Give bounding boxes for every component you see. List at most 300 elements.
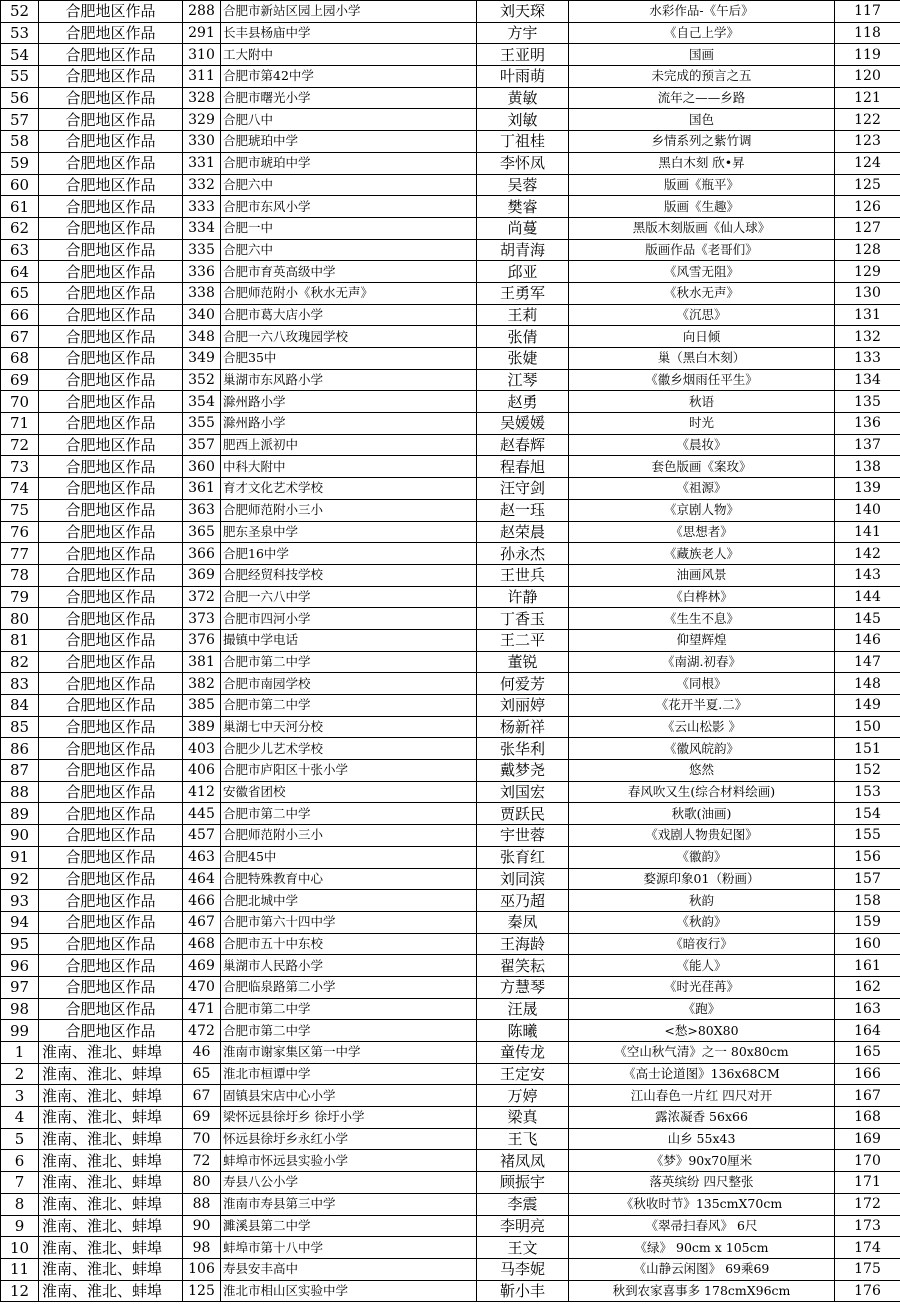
cell-work-title: 版画《生趣》 xyxy=(569,196,835,218)
cell-seq-no: 55 xyxy=(1,66,39,88)
cell-entry-id: 382 xyxy=(183,673,221,695)
cell-work-title: 《秋收时节》135cmX70cm xyxy=(569,1193,835,1215)
cell-school: 合肥六中 xyxy=(221,239,477,261)
cell-number: 126 xyxy=(835,196,900,218)
cell-author: 靳小丰 xyxy=(477,1280,569,1302)
cell-school: 合肥市第二中学 xyxy=(221,651,477,673)
cell-school: 合肥市庐阳区十张小学 xyxy=(221,760,477,782)
table-row xyxy=(1,1280,900,1302)
table-row xyxy=(1,629,900,651)
cell-number: 165 xyxy=(835,1042,900,1064)
cell-school: 工大附中 xyxy=(221,44,477,66)
cell-seq-no: 89 xyxy=(1,803,39,825)
cell-school: 合肥一六八玫瑰园学校 xyxy=(221,326,477,348)
cell-number: 157 xyxy=(835,868,900,890)
cell-school: 濉溪县第二中学 xyxy=(221,1215,477,1237)
cell-work-title: 巢（黑白木刻） xyxy=(569,348,835,370)
cell-school: 合肥北城中学 xyxy=(221,890,477,912)
cell-number: 139 xyxy=(835,478,900,500)
table-row xyxy=(1,174,900,196)
cell-number: 160 xyxy=(835,933,900,955)
table-row xyxy=(1,44,900,66)
cell-region: 合肥地区作品 xyxy=(39,1020,183,1042)
cell-entry-id: 338 xyxy=(183,282,221,304)
cell-seq-no: 56 xyxy=(1,87,39,109)
cell-work-title: 落英缤纷 四尺整张 xyxy=(569,1172,835,1194)
cell-number: 170 xyxy=(835,1150,900,1172)
cell-author: 秦凤 xyxy=(477,911,569,933)
cell-region: 合肥地区作品 xyxy=(39,933,183,955)
cell-school: 蚌埠市第十八中学 xyxy=(221,1237,477,1259)
table-row xyxy=(1,22,900,44)
cell-school: 合肥市第二中学 xyxy=(221,803,477,825)
cell-number: 134 xyxy=(835,369,900,391)
cell-region: 合肥地区作品 xyxy=(39,868,183,890)
cell-work-title: 春风吹又生(综合材料绘画) xyxy=(569,781,835,803)
cell-seq-no: 72 xyxy=(1,434,39,456)
cell-number: 156 xyxy=(835,846,900,868)
cell-seq-no: 63 xyxy=(1,239,39,261)
cell-work-title: 《生生不息》 xyxy=(569,608,835,630)
cell-region: 合肥地区作品 xyxy=(39,152,183,174)
cell-work-title: 婺源印象01（粉画） xyxy=(569,868,835,890)
table-row xyxy=(1,781,900,803)
cell-seq-no: 78 xyxy=(1,564,39,586)
table-row xyxy=(1,326,900,348)
cell-school: 合肥一六八中学 xyxy=(221,586,477,608)
cell-work-title: 未完成的预言之五 xyxy=(569,66,835,88)
table-row xyxy=(1,1215,900,1237)
cell-region: 合肥地区作品 xyxy=(39,44,183,66)
cell-school: 合肥市曙光小学 xyxy=(221,87,477,109)
cell-entry-id: 354 xyxy=(183,391,221,413)
cell-author: 童传龙 xyxy=(477,1042,569,1064)
table-row xyxy=(1,1150,900,1172)
cell-number: 121 xyxy=(835,87,900,109)
cell-work-title: 黑白木刻 欣•昇 xyxy=(569,152,835,174)
cell-number: 155 xyxy=(835,825,900,847)
cell-school: 合肥经贸科技学校 xyxy=(221,564,477,586)
cell-entry-id: 72 xyxy=(183,1150,221,1172)
cell-region: 合肥地区作品 xyxy=(39,998,183,1020)
cell-school: 淮南市寿县第三中学 xyxy=(221,1193,477,1215)
cell-seq-no: 2 xyxy=(1,1063,39,1085)
cell-entry-id: 98 xyxy=(183,1237,221,1259)
table-row xyxy=(1,304,900,326)
cell-school: 蚌埠市怀远县实验小学 xyxy=(221,1150,477,1172)
table-row xyxy=(1,1258,900,1280)
cell-number: 147 xyxy=(835,651,900,673)
cell-entry-id: 352 xyxy=(183,369,221,391)
cell-region: 淮南、淮北、蚌埠 xyxy=(39,1258,183,1280)
cell-seq-no: 95 xyxy=(1,933,39,955)
table-row xyxy=(1,543,900,565)
cell-school: 合肥市第二中学 xyxy=(221,695,477,717)
cell-author: 赵勇 xyxy=(477,391,569,413)
cell-entry-id: 403 xyxy=(183,738,221,760)
cell-work-title: 《花开半夏.二》 xyxy=(569,695,835,717)
cell-school: 合肥16中学 xyxy=(221,543,477,565)
cell-region: 淮南、淮北、蚌埠 xyxy=(39,1280,183,1302)
cell-work-title: 《自己上学》 xyxy=(569,22,835,44)
table-row xyxy=(1,651,900,673)
cell-school: 合肥师范附小三小 xyxy=(221,499,477,521)
cell-work-title: 《白桦林》 xyxy=(569,586,835,608)
cell-number: 120 xyxy=(835,66,900,88)
cell-author: 张倩 xyxy=(477,326,569,348)
cell-author: 董锐 xyxy=(477,651,569,673)
cell-author: 李明亮 xyxy=(477,1215,569,1237)
cell-author: 张育红 xyxy=(477,846,569,868)
cell-seq-no: 52 xyxy=(1,1,39,23)
cell-entry-id: 348 xyxy=(183,326,221,348)
cell-entry-id: 470 xyxy=(183,976,221,998)
cell-seq-no: 87 xyxy=(1,760,39,782)
cell-author: 刘国宏 xyxy=(477,781,569,803)
cell-work-title: 《祖源》 xyxy=(569,478,835,500)
cell-work-title: 《山静云闲图》 69乘69 xyxy=(569,1258,835,1280)
cell-number: 159 xyxy=(835,911,900,933)
cell-seq-no: 61 xyxy=(1,196,39,218)
cell-entry-id: 331 xyxy=(183,152,221,174)
cell-seq-no: 5 xyxy=(1,1128,39,1150)
table-row xyxy=(1,434,900,456)
cell-seq-no: 62 xyxy=(1,217,39,239)
cell-region: 合肥地区作品 xyxy=(39,326,183,348)
cell-author: 汪守剑 xyxy=(477,478,569,500)
cell-work-title: 时光 xyxy=(569,413,835,435)
cell-region: 淮南、淮北、蚌埠 xyxy=(39,1128,183,1150)
table-row xyxy=(1,803,900,825)
cell-entry-id: 69 xyxy=(183,1107,221,1129)
cell-number: 164 xyxy=(835,1020,900,1042)
cell-region: 合肥地区作品 xyxy=(39,1,183,23)
cell-work-title: 秋歌(油画) xyxy=(569,803,835,825)
cell-region: 合肥地区作品 xyxy=(39,608,183,630)
cell-author: 程春旭 xyxy=(477,456,569,478)
cell-region: 合肥地区作品 xyxy=(39,434,183,456)
cell-work-title: 《时光荏苒》 xyxy=(569,976,835,998)
cell-author: 王亚明 xyxy=(477,44,569,66)
cell-school: 巢湖市东风路小学 xyxy=(221,369,477,391)
cell-work-title: 《跑》 xyxy=(569,998,835,1020)
cell-number: 144 xyxy=(835,586,900,608)
cell-school: 巢湖市人民路小学 xyxy=(221,955,477,977)
cell-seq-no: 11 xyxy=(1,1258,39,1280)
cell-work-title: 套色版画《案玫》 xyxy=(569,456,835,478)
cell-seq-no: 98 xyxy=(1,998,39,1020)
cell-school: 合肥八中 xyxy=(221,109,477,131)
cell-number: 140 xyxy=(835,499,900,521)
cell-school: 合肥市第六十四中学 xyxy=(221,911,477,933)
cell-number: 136 xyxy=(835,413,900,435)
cell-work-title: 版画作品《老哥们》 xyxy=(569,239,835,261)
cell-school: 安徽省团校 xyxy=(221,781,477,803)
cell-entry-id: 80 xyxy=(183,1172,221,1194)
cell-seq-no: 88 xyxy=(1,781,39,803)
table-row xyxy=(1,976,900,998)
cell-school: 合肥市琥珀中学 xyxy=(221,152,477,174)
cell-work-title: 流年之——乡路 xyxy=(569,87,835,109)
table-row xyxy=(1,998,900,1020)
cell-entry-id: 330 xyxy=(183,131,221,153)
cell-seq-no: 58 xyxy=(1,131,39,153)
cell-region: 合肥地区作品 xyxy=(39,282,183,304)
cell-author: 刘天琛 xyxy=(477,1,569,23)
cell-seq-no: 71 xyxy=(1,413,39,435)
cell-number: 132 xyxy=(835,326,900,348)
cell-work-title: 秋语 xyxy=(569,391,835,413)
cell-work-title: 《空山秋气清》之一 80x80cm xyxy=(569,1042,835,1064)
cell-work-title: 《秋水无声》 xyxy=(569,282,835,304)
cell-work-title: 《晨妆》 xyxy=(569,434,835,456)
cell-author: 顾振宇 xyxy=(477,1172,569,1194)
cell-author: 樊睿 xyxy=(477,196,569,218)
cell-seq-no: 70 xyxy=(1,391,39,413)
cell-number: 150 xyxy=(835,716,900,738)
cell-seq-no: 80 xyxy=(1,608,39,630)
cell-seq-no: 1 xyxy=(1,1042,39,1064)
cell-seq-no: 79 xyxy=(1,586,39,608)
cell-author: 张华利 xyxy=(477,738,569,760)
cell-author: 李震 xyxy=(477,1193,569,1215)
cell-work-title: 向日倾 xyxy=(569,326,835,348)
cell-entry-id: 291 xyxy=(183,22,221,44)
cell-entry-id: 472 xyxy=(183,1020,221,1042)
cell-entry-id: 90 xyxy=(183,1215,221,1237)
cell-work-title: 《南湖.初春》 xyxy=(569,651,835,673)
cell-entry-id: 360 xyxy=(183,456,221,478)
cell-entry-id: 365 xyxy=(183,521,221,543)
cell-region: 合肥地区作品 xyxy=(39,478,183,500)
cell-school: 淮南市谢家集区第一中学 xyxy=(221,1042,477,1064)
cell-entry-id: 46 xyxy=(183,1042,221,1064)
cell-work-title: 国画 xyxy=(569,44,835,66)
table-row xyxy=(1,586,900,608)
cell-entry-id: 349 xyxy=(183,348,221,370)
cell-author: 陈曦 xyxy=(477,1020,569,1042)
cell-number: 143 xyxy=(835,564,900,586)
cell-author: 梁真 xyxy=(477,1107,569,1129)
cell-region: 合肥地区作品 xyxy=(39,174,183,196)
cell-entry-id: 412 xyxy=(183,781,221,803)
cell-author: 刘丽婷 xyxy=(477,695,569,717)
cell-region: 合肥地区作品 xyxy=(39,66,183,88)
cell-region: 淮南、淮北、蚌埠 xyxy=(39,1150,183,1172)
cell-seq-no: 54 xyxy=(1,44,39,66)
cell-seq-no: 76 xyxy=(1,521,39,543)
cell-work-title: 《同根》 xyxy=(569,673,835,695)
cell-author: 贾跃民 xyxy=(477,803,569,825)
cell-seq-no: 91 xyxy=(1,846,39,868)
cell-number: 176 xyxy=(835,1280,900,1302)
cell-author: 汪晟 xyxy=(477,998,569,1020)
cell-school: 梁怀远县徐圩乡 徐圩小学 xyxy=(221,1107,477,1129)
cell-entry-id: 288 xyxy=(183,1,221,23)
cell-author: 赵荣晨 xyxy=(477,521,569,543)
cell-school: 寿县安丰高中 xyxy=(221,1258,477,1280)
cell-seq-no: 59 xyxy=(1,152,39,174)
cell-school: 巢湖七中天河分校 xyxy=(221,716,477,738)
cell-seq-no: 57 xyxy=(1,109,39,131)
cell-entry-id: 311 xyxy=(183,66,221,88)
table-row xyxy=(1,1193,900,1215)
cell-school: 合肥市第二中学 xyxy=(221,998,477,1020)
cell-entry-id: 466 xyxy=(183,890,221,912)
cell-work-title: 《思想者》 xyxy=(569,521,835,543)
table-row xyxy=(1,1107,900,1129)
cell-author: 王定安 xyxy=(477,1063,569,1085)
cell-author: 王飞 xyxy=(477,1128,569,1150)
cell-author: 叶雨萌 xyxy=(477,66,569,88)
cell-seq-no: 73 xyxy=(1,456,39,478)
cell-number: 117 xyxy=(835,1,900,23)
cell-entry-id: 389 xyxy=(183,716,221,738)
cell-number: 171 xyxy=(835,1172,900,1194)
cell-author: 万婷 xyxy=(477,1085,569,1107)
cell-author: 邱亚 xyxy=(477,261,569,283)
table-row xyxy=(1,196,900,218)
cell-number: 135 xyxy=(835,391,900,413)
table-row xyxy=(1,239,900,261)
cell-region: 合肥地区作品 xyxy=(39,629,183,651)
cell-author: 宇世蓉 xyxy=(477,825,569,847)
cell-work-title: 《戏剧人物贵妃图》 xyxy=(569,825,835,847)
cell-seq-no: 84 xyxy=(1,695,39,717)
cell-author: 巫乃超 xyxy=(477,890,569,912)
cell-school: 合肥市育英高级中学 xyxy=(221,261,477,283)
cell-region: 合肥地区作品 xyxy=(39,760,183,782)
cell-number: 167 xyxy=(835,1085,900,1107)
cell-region: 合肥地区作品 xyxy=(39,87,183,109)
cell-seq-no: 99 xyxy=(1,1020,39,1042)
cell-region: 合肥地区作品 xyxy=(39,695,183,717)
cell-number: 127 xyxy=(835,217,900,239)
table-row xyxy=(1,1128,900,1150)
cell-school: 育才文化艺术学校 xyxy=(221,478,477,500)
cell-entry-id: 406 xyxy=(183,760,221,782)
table-row xyxy=(1,1042,900,1064)
cell-author: 王二平 xyxy=(477,629,569,651)
cell-seq-no: 68 xyxy=(1,348,39,370)
cell-school: 合肥45中 xyxy=(221,846,477,868)
cell-seq-no: 4 xyxy=(1,1107,39,1129)
cell-work-title: 《能人》 xyxy=(569,955,835,977)
cell-entry-id: 369 xyxy=(183,564,221,586)
cell-work-title: 油画风景 xyxy=(569,564,835,586)
cell-number: 162 xyxy=(835,976,900,998)
cell-number: 175 xyxy=(835,1258,900,1280)
cell-entry-id: 310 xyxy=(183,44,221,66)
cell-entry-id: 355 xyxy=(183,413,221,435)
cell-school: 合肥市南园学校 xyxy=(221,673,477,695)
cell-work-title: 《京剧人物》 xyxy=(569,499,835,521)
cell-region: 合肥地区作品 xyxy=(39,651,183,673)
cell-seq-no: 60 xyxy=(1,174,39,196)
cell-author: 王莉 xyxy=(477,304,569,326)
table-row xyxy=(1,131,900,153)
cell-work-title: 露浓凝香 56x66 xyxy=(569,1107,835,1129)
cell-region: 合肥地区作品 xyxy=(39,109,183,131)
table-row xyxy=(1,760,900,782)
table-row xyxy=(1,716,900,738)
cell-school: 合肥35中 xyxy=(221,348,477,370)
cell-school: 合肥师范附小《秋水无声》 xyxy=(221,282,477,304)
cell-region: 合肥地区作品 xyxy=(39,521,183,543)
cell-school: 怀远县徐圩乡永红小学 xyxy=(221,1128,477,1150)
cell-work-title: 仰望辉煌 xyxy=(569,629,835,651)
cell-number: 153 xyxy=(835,781,900,803)
cell-author: 戴梦尧 xyxy=(477,760,569,782)
cell-work-title: 山乡 55x43 xyxy=(569,1128,835,1150)
cell-number: 146 xyxy=(835,629,900,651)
cell-number: 128 xyxy=(835,239,900,261)
cell-school: 合肥市第二中学 xyxy=(221,1020,477,1042)
cell-author: 刘同滨 xyxy=(477,868,569,890)
cell-region: 合肥地区作品 xyxy=(39,391,183,413)
cell-entry-id: 336 xyxy=(183,261,221,283)
cell-number: 152 xyxy=(835,760,900,782)
cell-work-title: 秋到农家喜事多 178cmX96cm xyxy=(569,1280,835,1302)
cell-work-title: 秋韵 xyxy=(569,890,835,912)
cell-seq-no: 97 xyxy=(1,976,39,998)
cell-entry-id: 361 xyxy=(183,478,221,500)
cell-school: 合肥市四河小学 xyxy=(221,608,477,630)
cell-work-title: 版画《瓶平》 xyxy=(569,174,835,196)
cell-number: 172 xyxy=(835,1193,900,1215)
cell-author: 胡青海 xyxy=(477,239,569,261)
cell-seq-no: 90 xyxy=(1,825,39,847)
cell-region: 合肥地区作品 xyxy=(39,781,183,803)
table-row xyxy=(1,456,900,478)
table-row xyxy=(1,348,900,370)
cell-region: 合肥地区作品 xyxy=(39,586,183,608)
cell-number: 173 xyxy=(835,1215,900,1237)
cell-seq-no: 82 xyxy=(1,651,39,673)
cell-entry-id: 469 xyxy=(183,955,221,977)
cell-seq-no: 10 xyxy=(1,1237,39,1259)
table-row xyxy=(1,955,900,977)
cell-author: 吴媛媛 xyxy=(477,413,569,435)
table-row xyxy=(1,261,900,283)
table-row xyxy=(1,391,900,413)
cell-number: 124 xyxy=(835,152,900,174)
table-row xyxy=(1,695,900,717)
cell-number: 161 xyxy=(835,955,900,977)
cell-entry-id: 468 xyxy=(183,933,221,955)
cell-number: 141 xyxy=(835,521,900,543)
table-row xyxy=(1,1063,900,1085)
cell-entry-id: 332 xyxy=(183,174,221,196)
cell-region: 淮南、淮北、蚌埠 xyxy=(39,1237,183,1259)
cell-number: 137 xyxy=(835,434,900,456)
cell-number: 125 xyxy=(835,174,900,196)
cell-school: 肥东圣泉中学 xyxy=(221,521,477,543)
cell-entry-id: 70 xyxy=(183,1128,221,1150)
cell-number: 148 xyxy=(835,673,900,695)
cell-seq-no: 94 xyxy=(1,911,39,933)
cell-author: 张婕 xyxy=(477,348,569,370)
cell-number: 131 xyxy=(835,304,900,326)
cell-author: 方慧琴 xyxy=(477,976,569,998)
cell-number: 169 xyxy=(835,1128,900,1150)
cell-number: 142 xyxy=(835,543,900,565)
cell-region: 合肥地区作品 xyxy=(39,499,183,521)
cell-author: 吴蓉 xyxy=(477,174,569,196)
cell-seq-no: 12 xyxy=(1,1280,39,1302)
cell-school: 合肥少儿艺术学校 xyxy=(221,738,477,760)
cell-work-title: 《徽韵》 xyxy=(569,846,835,868)
